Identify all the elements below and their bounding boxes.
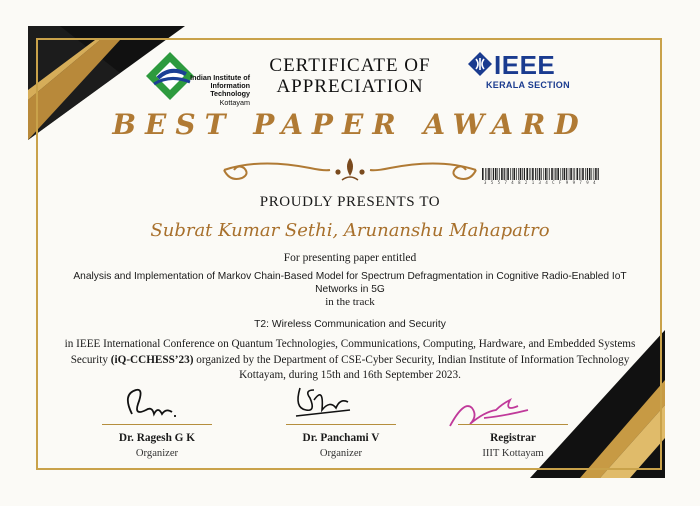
barcode-bar xyxy=(566,168,567,180)
barcode-bar xyxy=(482,168,484,180)
barcode-bar xyxy=(570,168,572,180)
barcode-bar xyxy=(560,168,561,180)
barcode-bar xyxy=(545,168,547,180)
barcode-bar xyxy=(499,168,500,180)
signatory-role: Organizer xyxy=(135,448,179,459)
barcode-bar xyxy=(543,168,544,180)
institute-line-2: Information Technology xyxy=(210,81,250,99)
barcode-bar xyxy=(587,168,588,180)
barcode-bar xyxy=(504,168,505,180)
barcode-bar xyxy=(551,168,553,180)
signature-icon xyxy=(290,380,360,424)
barcode-bar xyxy=(535,168,536,180)
institute-name xyxy=(172,74,250,107)
signature-rule xyxy=(458,424,568,425)
barcode-bar xyxy=(577,168,579,180)
barcode-bar xyxy=(488,168,490,180)
certificate-title-line-1: CERTIFICATE OF xyxy=(269,55,431,76)
conference-text-pre: in IEEE International Conference on Quantum Technologies, Communications, Computing, Hardware, and Embedded Systems Security xyxy=(64,338,636,366)
award-title: BEST PAPER AWARD xyxy=(112,108,588,141)
barcode-bar xyxy=(526,168,528,180)
barcode-bar xyxy=(485,168,486,180)
paper-title: Analysis and Implementation of Markov Chain-Based Model for Spectrum Defragmentation in Cognitive Radio-Enabled IoT Networks in 5G xyxy=(73,271,627,295)
institute-line-3: Kottayam xyxy=(219,97,250,107)
barcode-bar xyxy=(516,168,517,180)
barcode-bar xyxy=(537,168,538,180)
barcode-bar xyxy=(510,168,511,180)
barcode-bar xyxy=(564,168,566,180)
barcode-bar xyxy=(541,168,542,180)
barcode-bar xyxy=(539,168,541,180)
signatory-role: IIIT Kottayam xyxy=(482,448,544,459)
barcode-icon xyxy=(482,168,600,180)
barcode-bar xyxy=(573,168,574,180)
conference-details xyxy=(60,337,640,384)
recipient-names: Subrat Kumar Sethi, Arunanshu Mahapatro xyxy=(150,220,550,241)
barcode-bar xyxy=(512,168,513,180)
barcode-bar xyxy=(491,168,492,180)
track-name: T2: Wireless Communication and Security xyxy=(254,319,446,330)
signature-icon xyxy=(118,384,188,424)
barcode-bar xyxy=(514,168,516,180)
barcode-bar xyxy=(487,168,488,180)
barcode-bar xyxy=(569,168,570,180)
barcode-bar xyxy=(598,168,599,180)
barcode-bar xyxy=(501,168,503,180)
barcode-bar xyxy=(555,168,556,180)
track-intro: in the track xyxy=(325,296,375,308)
barcode-bar xyxy=(591,168,592,180)
barcode-bar xyxy=(524,168,525,180)
barcode-bar xyxy=(562,168,563,180)
barcode-bar xyxy=(581,168,582,180)
barcode-bar xyxy=(493,168,494,180)
barcode-bar xyxy=(532,168,534,180)
barcode-bar xyxy=(518,168,519,180)
barcode-bar xyxy=(549,168,550,180)
barcode-bar xyxy=(497,168,498,180)
barcode-bar xyxy=(506,168,507,180)
barcode-digits: 3 5 5 7 4 8 2 1 3 4 C F 9 9 7 9 4 xyxy=(484,180,597,185)
barcode-bar xyxy=(495,168,497,180)
barcode-bar xyxy=(557,168,559,180)
barcode-bar xyxy=(589,168,591,180)
signatory-name: Dr. Panchami V xyxy=(302,432,380,444)
barcode-bar xyxy=(585,168,586,180)
barcode-bar xyxy=(582,168,584,180)
presenting-line: For presenting paper entitled xyxy=(283,252,417,264)
signatory-name: Registrar xyxy=(490,432,536,444)
barcode-bar xyxy=(595,168,597,180)
barcode-bar xyxy=(522,168,523,180)
barcode-bar xyxy=(579,168,580,180)
barcode-bar xyxy=(548,168,549,180)
barcode-bar xyxy=(531,168,532,180)
signature-rule xyxy=(102,424,212,425)
signatory-role: Organizer xyxy=(319,448,363,459)
barcode-bar xyxy=(574,168,575,180)
certificate-title-line-2: APPRECIATION xyxy=(276,76,424,97)
barcode-bar xyxy=(507,168,509,180)
ieee-section: KERALA SECTION xyxy=(486,80,570,90)
ornament-divider-icon xyxy=(220,152,480,188)
signatory-name: Dr. Ragesh G K xyxy=(118,432,196,444)
institute-line-1: Indian Institute of xyxy=(190,73,250,82)
barcode-bar xyxy=(594,168,595,180)
signature-rule xyxy=(286,424,396,425)
conference-acronym: (iQ-CCHESS’23) xyxy=(110,353,194,366)
barcode-bar xyxy=(554,168,555,180)
barcode-bar xyxy=(529,168,530,180)
presents-label: PROUDLY PRESENTS TO xyxy=(259,194,441,210)
conference-text-post: organized by the Department of CSE-Cyber Security, Indian Institute of Information Technology Kottayam, during 15th and 16th September 2023. xyxy=(193,353,630,381)
ieee-wordmark: IEEE xyxy=(494,50,556,80)
signature-icon xyxy=(444,390,534,434)
barcode-bar xyxy=(520,168,522,180)
certificate-title xyxy=(255,55,445,97)
